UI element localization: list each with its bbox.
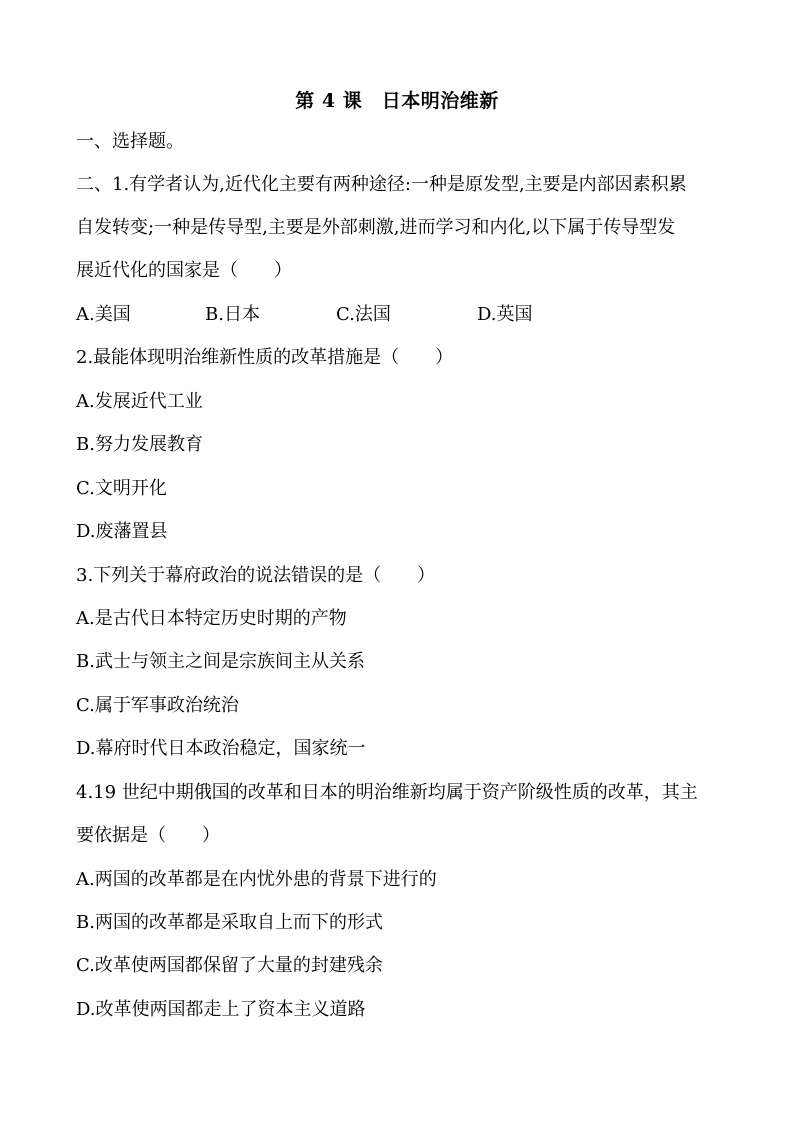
question-1-option-b: B.日本 <box>205 304 260 325</box>
question-4-option-b: B.两国的改革都是采取自上而下的形式 <box>76 912 383 933</box>
question-1-stem-line-3: 展近代化的国家是（ ） <box>76 260 292 281</box>
section-label: 一、选择题。 <box>76 131 184 152</box>
question-4-option-c: C.改革使两国都保留了大量的封建残余 <box>76 955 383 976</box>
question-2-option-d: D.废藩置县 <box>76 521 168 542</box>
page-title: 第 4 课 日本明治维新 <box>295 90 499 112</box>
question-2-option-a: A.发展近代工业 <box>76 391 203 412</box>
question-4-stem-line-2: 要依据是（ ） <box>76 825 220 846</box>
question-2-stem: 2.最能体现明治维新性质的改革措施是（ ） <box>76 347 454 368</box>
question-4-option-a: A.两国的改革都是在内忧外患的背景下进行的 <box>76 869 437 890</box>
question-2-option-c: C.文明开化 <box>76 478 167 499</box>
question-4-option-d: D.改革使两国都走上了资本主义道路 <box>76 999 366 1020</box>
question-4-stem-line-1: 4.19 世纪中期俄国的改革和日本的明治维新均属于资产阶级性质的改革，其主 <box>76 782 698 803</box>
question-1-stem-line-2: 自发转变;一种是传导型,主要是外部刺激,进而学习和内化,以下属于传导型发 <box>76 217 676 238</box>
question-3-option-a: A.是古代日本特定历史时期的产物 <box>76 608 347 629</box>
question-3-option-c: C.属于军事政治统治 <box>76 695 239 716</box>
question-1-option-c: C.法国 <box>336 304 391 325</box>
question-1-option-d: D.英国 <box>477 304 533 325</box>
question-1-option-a: A.美国 <box>76 304 131 325</box>
question-1-stem-line-1: 二、1.有学者认为,近代化主要有两种途径:一种是原发型,主要是内部因素积累 <box>76 174 687 195</box>
question-3-stem: 3.下列关于幕府政治的说法错误的是（ ） <box>76 565 436 586</box>
question-2-option-b: B.努力发展教育 <box>76 434 203 455</box>
question-3-option-b: B.武士与领主之间是宗族间主从关系 <box>76 651 365 672</box>
question-3-option-d: D.幕府时代日本政治稳定，国家统一 <box>76 738 366 759</box>
